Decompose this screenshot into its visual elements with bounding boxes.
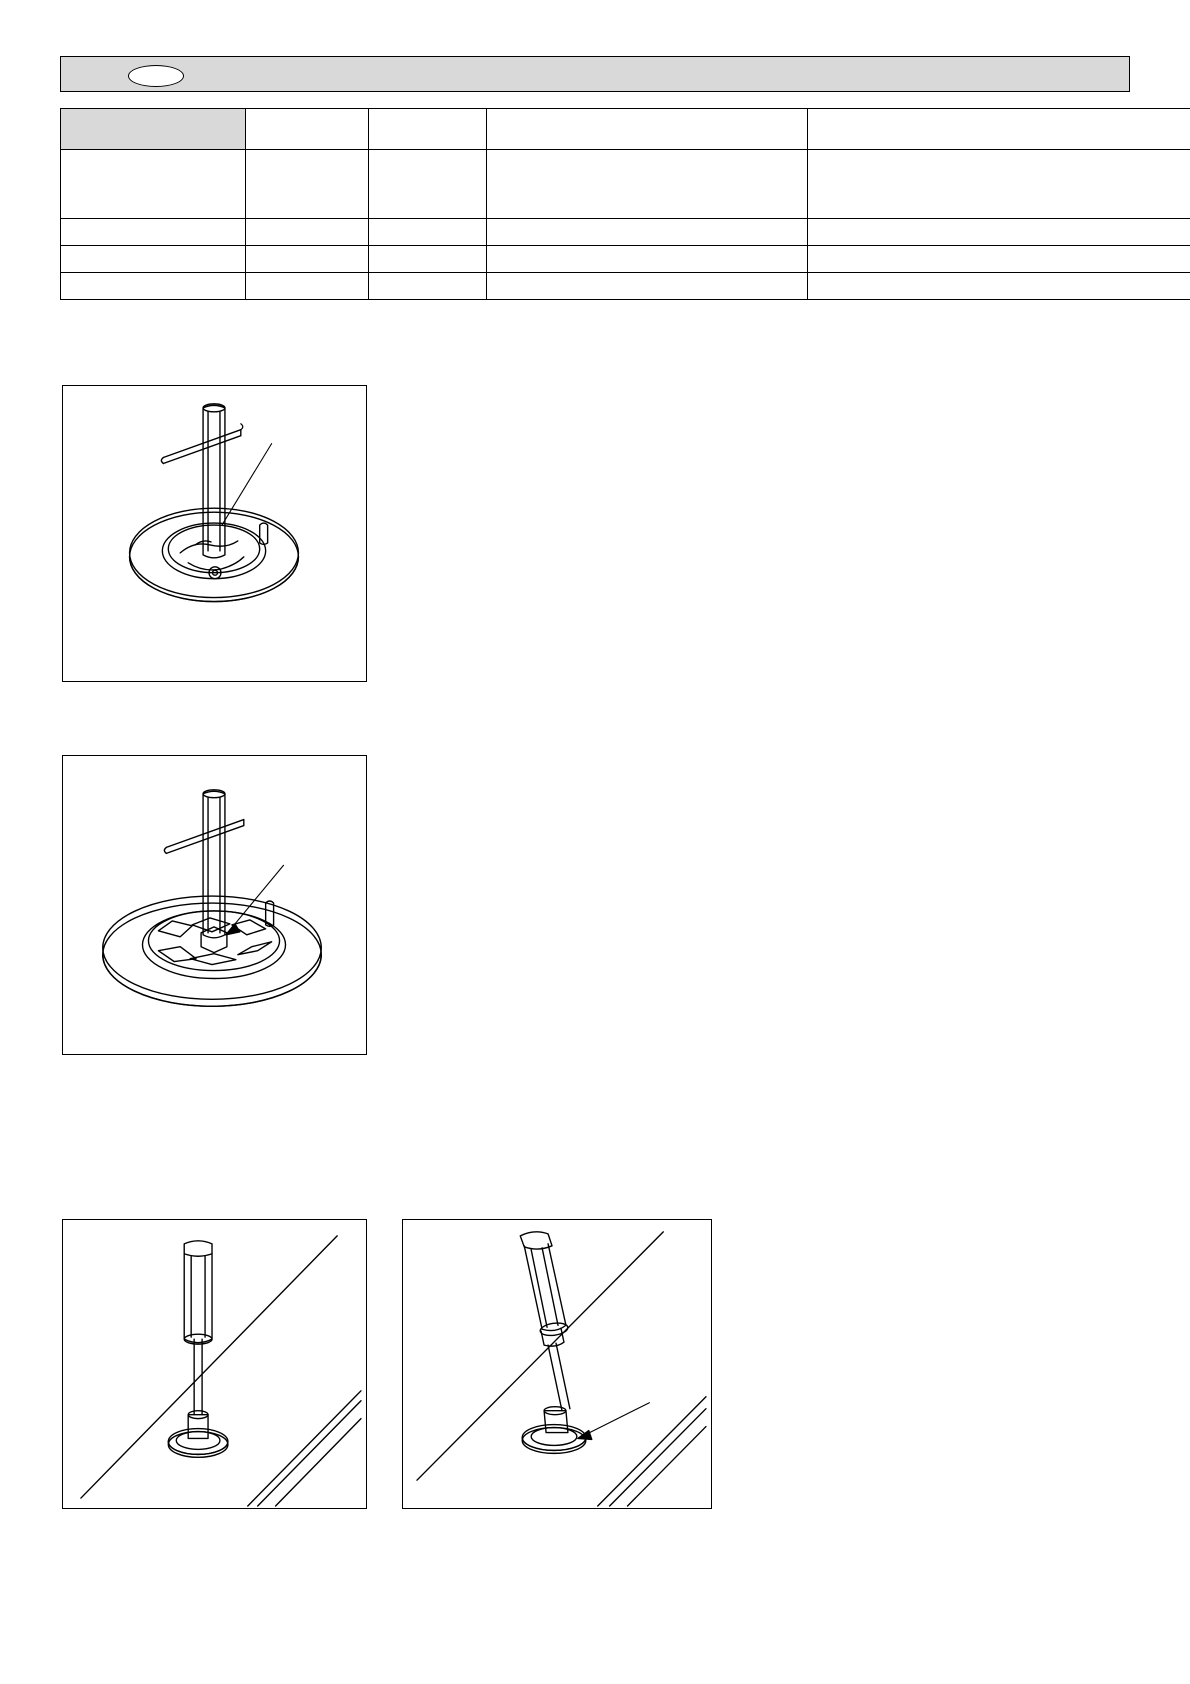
figure-2 bbox=[62, 755, 367, 1055]
figure-4 bbox=[402, 1219, 712, 1509]
figure-3 bbox=[62, 1219, 367, 1509]
table-cell bbox=[61, 273, 246, 300]
table-cell bbox=[808, 273, 1190, 300]
table-row bbox=[61, 219, 1190, 246]
table-row bbox=[61, 150, 1190, 219]
table-cell bbox=[369, 219, 487, 246]
table-header-cell-3 bbox=[369, 109, 487, 150]
table-cell bbox=[487, 246, 808, 273]
table-header-cell-5 bbox=[808, 109, 1190, 150]
table-cell bbox=[808, 150, 1190, 219]
figure-1 bbox=[62, 385, 367, 682]
table-cell bbox=[487, 219, 808, 246]
table-header-cell-4 bbox=[487, 109, 808, 150]
table-cell bbox=[246, 273, 369, 300]
table-cell bbox=[487, 273, 808, 300]
table-header-cell-1 bbox=[61, 109, 246, 150]
table-row bbox=[61, 246, 1190, 273]
table-cell bbox=[808, 246, 1190, 273]
table-cell bbox=[369, 246, 487, 273]
figure-4-illustration bbox=[403, 1220, 711, 1508]
header-oval-badge bbox=[128, 65, 184, 87]
table-header-row bbox=[61, 109, 1190, 150]
table-row bbox=[61, 273, 1190, 300]
table-cell bbox=[369, 273, 487, 300]
table-cell bbox=[246, 150, 369, 219]
table-cell bbox=[61, 246, 246, 273]
figure-1-illustration bbox=[63, 386, 366, 681]
table-cell bbox=[61, 150, 246, 219]
table-cell bbox=[487, 150, 808, 219]
table-cell bbox=[246, 219, 369, 246]
table-cell bbox=[808, 219, 1190, 246]
table-cell bbox=[61, 219, 246, 246]
table-cell bbox=[369, 150, 487, 219]
table-header-cell-2 bbox=[246, 109, 369, 150]
spec-table bbox=[60, 108, 1190, 300]
page-header-banner bbox=[60, 56, 1130, 92]
figure-3-illustration bbox=[63, 1220, 366, 1508]
figure-2-illustration bbox=[63, 756, 366, 1054]
table-cell bbox=[246, 246, 369, 273]
